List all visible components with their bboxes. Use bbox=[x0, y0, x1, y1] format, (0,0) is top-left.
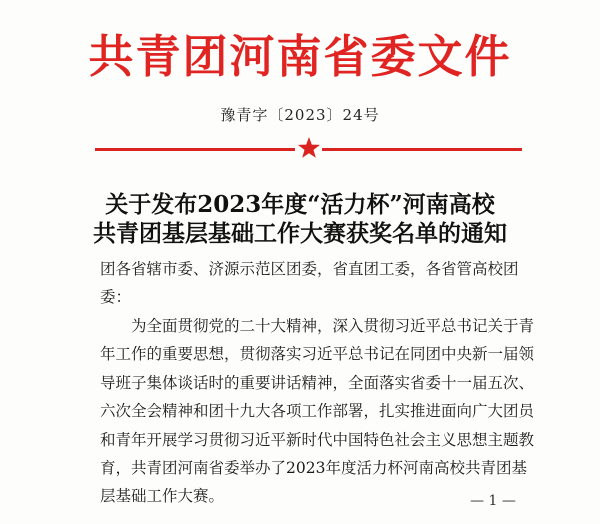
document-masthead: 共青团河南省委文件 bbox=[88, 30, 512, 83]
salutation: 团各省辖市委、济源示范区团委，省直团工委，各省管高校团委： bbox=[100, 260, 519, 307]
notice-title-line-1: 关于发布2023年度“活力杯”河南高校 bbox=[105, 191, 495, 218]
page-number: — 1 — bbox=[470, 493, 516, 509]
body-paragraph: 为全面贯彻党的二十大精神，深入贯彻习近平总书记关于青年工作的重要思想，贯彻落实习近平总书记在同团中央新一届领导班子集体谈话时的重要讲话精神，全面落实省委十一届五次、六次全会精神和团十九大各项工作部署，扎实推进面向广大团员和青年开展学习贯彻习近平新时代中国特色社会主义思想主题教育，共青团河南省委举办了2023年度活力杯河南高校共青团基层基础工作大赛。 bbox=[100, 317, 535, 506]
notice-title-line-2: 共青团基层基础工作大赛获奖名单的通知 bbox=[93, 220, 507, 247]
red-divider-left bbox=[95, 148, 295, 151]
document-number: 豫青字〔2023〕24号 bbox=[220, 106, 380, 124]
red-star-icon bbox=[297, 136, 321, 160]
red-divider-right bbox=[322, 148, 522, 151]
